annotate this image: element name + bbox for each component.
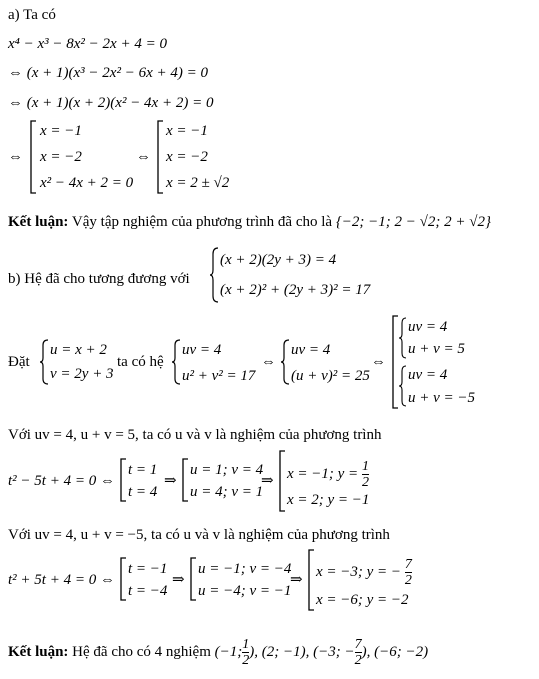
system-brace: [210, 248, 220, 302]
case-bracket: [308, 550, 316, 610]
case1-line: x = −1: [40, 123, 82, 139]
equation-3: ⇔ (x + 1)(x + 2)(x² − 4x + 2) = 0: [8, 95, 214, 111]
uv-system-line: u + v = −5: [408, 390, 476, 406]
case-positive-text: Với uv = 4, u + v = 5, ta có u và v là nghiệm của phương trình: [8, 427, 382, 443]
conclusion-text: Vậy tập nghiệm của phương trình đã cho là: [71, 214, 333, 230]
t-root: t = −4: [128, 583, 168, 599]
solution-set: {−2; −1; 2 − √2; 2 + √2}: [335, 214, 491, 230]
implies-arrow: ⇒: [164, 473, 177, 489]
system-line: (x + 2)² + (2y + 3)² = 17: [220, 282, 371, 298]
denominator: 2: [404, 573, 412, 588]
case1-line: x² − 4x + 2 = 0: [40, 175, 134, 191]
uv-system-line: u² + v² = 17: [182, 368, 256, 384]
xy-solution: x = −6; y = −2: [316, 592, 409, 608]
quadratic-negative: t² + 5t + 4 = 0 ⇔: [8, 572, 115, 588]
equivalence-arrow: ⇔: [8, 149, 23, 165]
conclusion-a: [8, 213, 491, 231]
case-bracket: [157, 121, 165, 193]
case2-line: x = −2: [166, 149, 208, 165]
case2-line: x = −1: [166, 123, 208, 139]
numerator: 1: [361, 459, 369, 474]
case-bracket: [279, 451, 287, 511]
solution-part: (−3; −: [313, 643, 355, 660]
xy-solution: [287, 459, 369, 490]
equivalence-arrow: ⇔: [261, 354, 276, 370]
conclusion-label: Kết luận:: [8, 214, 69, 230]
numerator: 1: [242, 637, 250, 652]
uv-system-line: uv = 4: [291, 342, 331, 358]
solution-3: [313, 637, 371, 668]
solution-part: (−1;: [214, 643, 243, 660]
uv-pair: u = −1; v = −4: [198, 561, 292, 577]
uv-system-line: u + v = 5: [408, 341, 465, 357]
substitution-label: Đặt: [8, 354, 30, 370]
implies-arrow: ⇒: [172, 572, 185, 588]
uv-system-brace: [399, 318, 408, 358]
uv-pair: u = −4; v = −1: [198, 583, 292, 599]
substitution-brace: [40, 340, 50, 384]
case1-line: x = −2: [40, 149, 82, 165]
case-bracket: [120, 459, 128, 501]
denominator: 2: [354, 653, 362, 668]
part-a-intro: a) Ta có: [8, 7, 56, 23]
equation-2: ⇔ (x + 1)(x³ − 2x² − 6x + 4) = 0: [8, 65, 208, 81]
solution-part: ),: [361, 643, 371, 660]
numerator: 7: [354, 637, 362, 652]
part-b-intro: b) Hệ đã cho tương đương với: [8, 271, 190, 287]
xy-solution: x = 2; y = −1: [287, 492, 370, 508]
uv-system-brace: [172, 340, 182, 384]
quadratic-positive: t² − 5t + 4 = 0 ⇔: [8, 473, 115, 489]
conclusion-text: Hệ đã cho có 4 nghiệm: [72, 643, 211, 660]
solution-4: (−6; −2): [374, 643, 429, 660]
case-bracket: [120, 558, 128, 600]
fraction: [362, 459, 369, 490]
solution-1: [214, 637, 259, 668]
xy-text: x = −1; y =: [287, 465, 359, 482]
conclusion-b: [8, 637, 428, 668]
case-bracket: [182, 459, 190, 501]
uv-system-line: uv = 4: [182, 342, 222, 358]
solution-2: (2; −1),: [261, 643, 310, 660]
denominator: 2: [361, 475, 369, 490]
uv-pair: u = 4; v = 1: [190, 484, 264, 500]
equivalence-arrow: ⇔: [136, 149, 151, 165]
implies-arrow: ⇒: [290, 572, 303, 588]
case2-line: x = 2 ± √2: [166, 175, 230, 191]
uv-system-brace: [281, 340, 291, 384]
uv-pair: u = 1; v = 4: [190, 462, 264, 478]
fraction: [355, 637, 362, 668]
t-root: t = 4: [128, 484, 158, 500]
numerator: 7: [404, 557, 412, 572]
case-negative-text: Với uv = 4, u + v = −5, ta có u và v là nghiệm của phương trình: [8, 527, 390, 543]
uv-system-line: (u + v)² = 25: [291, 368, 370, 384]
uv-system-line: uv = 4: [408, 319, 448, 335]
xy-solution: [316, 557, 412, 588]
uv-system-brace: [399, 366, 408, 406]
uv-system-line: uv = 4: [408, 367, 448, 383]
case-bracket: [190, 558, 198, 600]
substitution-line: u = x + 2: [50, 342, 107, 358]
mid-text: ta có hệ: [117, 354, 164, 370]
substitution-line: v = 2y + 3: [50, 366, 114, 382]
system-line: (x + 2)(2y + 3) = 4: [220, 252, 337, 268]
conclusion-label: Kết luận:: [8, 643, 69, 660]
fraction: [405, 557, 412, 588]
t-root: t = −1: [128, 561, 168, 577]
equivalence-arrow: ⇔: [371, 354, 386, 370]
equation-1: x⁴ − x³ − 8x² − 2x + 4 = 0: [8, 36, 167, 52]
case-bracket: [30, 121, 38, 193]
solution-part: ),: [249, 643, 259, 660]
implies-arrow: ⇒: [261, 473, 274, 489]
denominator: 2: [242, 653, 250, 668]
xy-text: x = −3; y = −: [316, 563, 402, 580]
t-root: t = 1: [128, 462, 158, 478]
